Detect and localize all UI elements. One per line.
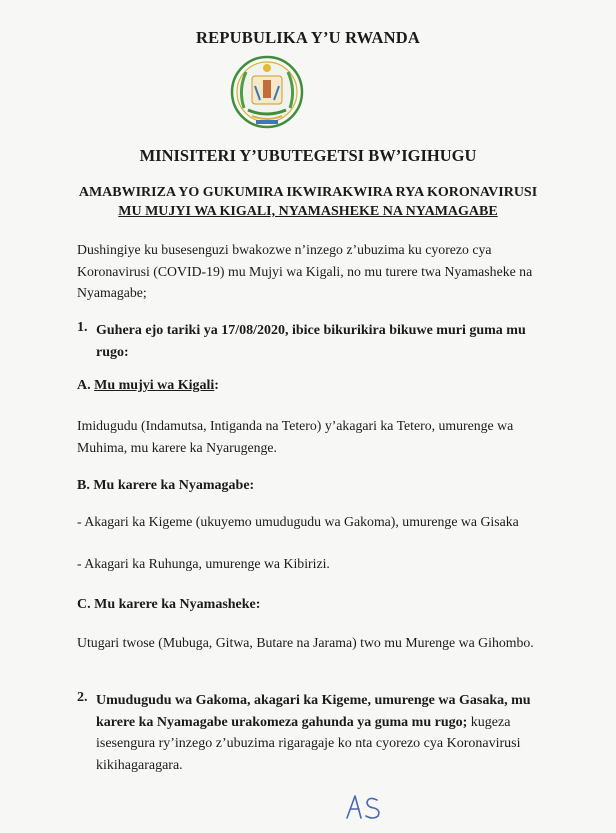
section-c-letter: C. xyxy=(77,597,91,612)
item-2-bold-text: Umudugudu wa Gakoma, akagari ka Kigeme, umurenge wa Gasaka, mu karere ka Nyamagabe urakomeza gahunda ya guma mu rugo; xyxy=(96,693,531,730)
section-a-heading xyxy=(77,378,219,394)
section-a-letter: A. xyxy=(77,378,91,393)
item-2-normal-text: kugeza isesengura ry’inzego z’ubuzima rigaragaje ko nta cyorezo cya Koronavirusi kikihagaragara. xyxy=(96,714,521,773)
rwanda-coat-of-arms-seal xyxy=(230,50,304,136)
section-b-line-2: - Akagari ka Ruhunga, umurenge wa Kibirizi. xyxy=(77,556,330,571)
item-2-text xyxy=(96,690,558,776)
section-b-letter: B. xyxy=(77,478,90,493)
section-c-heading xyxy=(77,597,260,613)
section-a-label: Mu mujyi wa Kigali xyxy=(94,378,215,393)
item-1-text: Guhera ejo tariki ya 17/08/2020, ibice bikurikira bikuwe muri guma mu rugo: xyxy=(96,323,526,360)
section-a-body: Imidugudu (Indamutsa, Intiganda na Tetero) y’akagari ka Tetero, umurenge wa Muhima, mu karere ka Nyarugenge. xyxy=(77,418,514,455)
section-c-label: Mu karere ka Nyamasheke: xyxy=(94,597,261,612)
section-b-line-1: - Akagari ka Kigeme (ukuyemo umudugudu wa Gakoma), umurenge wa Gisaka xyxy=(77,514,519,529)
section-b-heading xyxy=(77,478,254,494)
section-a-colon: : xyxy=(214,378,219,393)
document-title-line-1: AMABWIRIZA YO GUKUMIRA IKWIRAKWIRA RYA KORONAVIRUSI xyxy=(78,185,538,200)
item-1-number: 1. xyxy=(77,320,88,335)
ministry-heading: MINISITERI Y’UBUTEGETSI BW’IGIHUGU xyxy=(139,146,477,165)
section-b-label: Mu karere ka Nyamagabe: xyxy=(93,478,255,493)
handwritten-initials-signature xyxy=(343,792,385,822)
item-2-number: 2. xyxy=(77,690,88,705)
intro-paragraph: Dushingiye ku busesenguzi bwakozwe n’inzego z’ubuzima ku cyorezo cya Koronavirusi (COVID-19) mu Mujyi wa Kigali, no mu turere twa Nyamasheke na Nyamagabe; xyxy=(77,242,533,300)
document-title-line-2: MU MUJYI WA KIGALI, NYAMASHEKE NA NYAMAGABE xyxy=(118,204,498,219)
country-heading: REPUBULIKA Y’U RWANDA xyxy=(196,28,420,47)
section-c-body: Utugari twose (Mubuga, Gitwa, Butare na Jarama) two mu Murenge wa Gihombo. xyxy=(77,635,534,650)
